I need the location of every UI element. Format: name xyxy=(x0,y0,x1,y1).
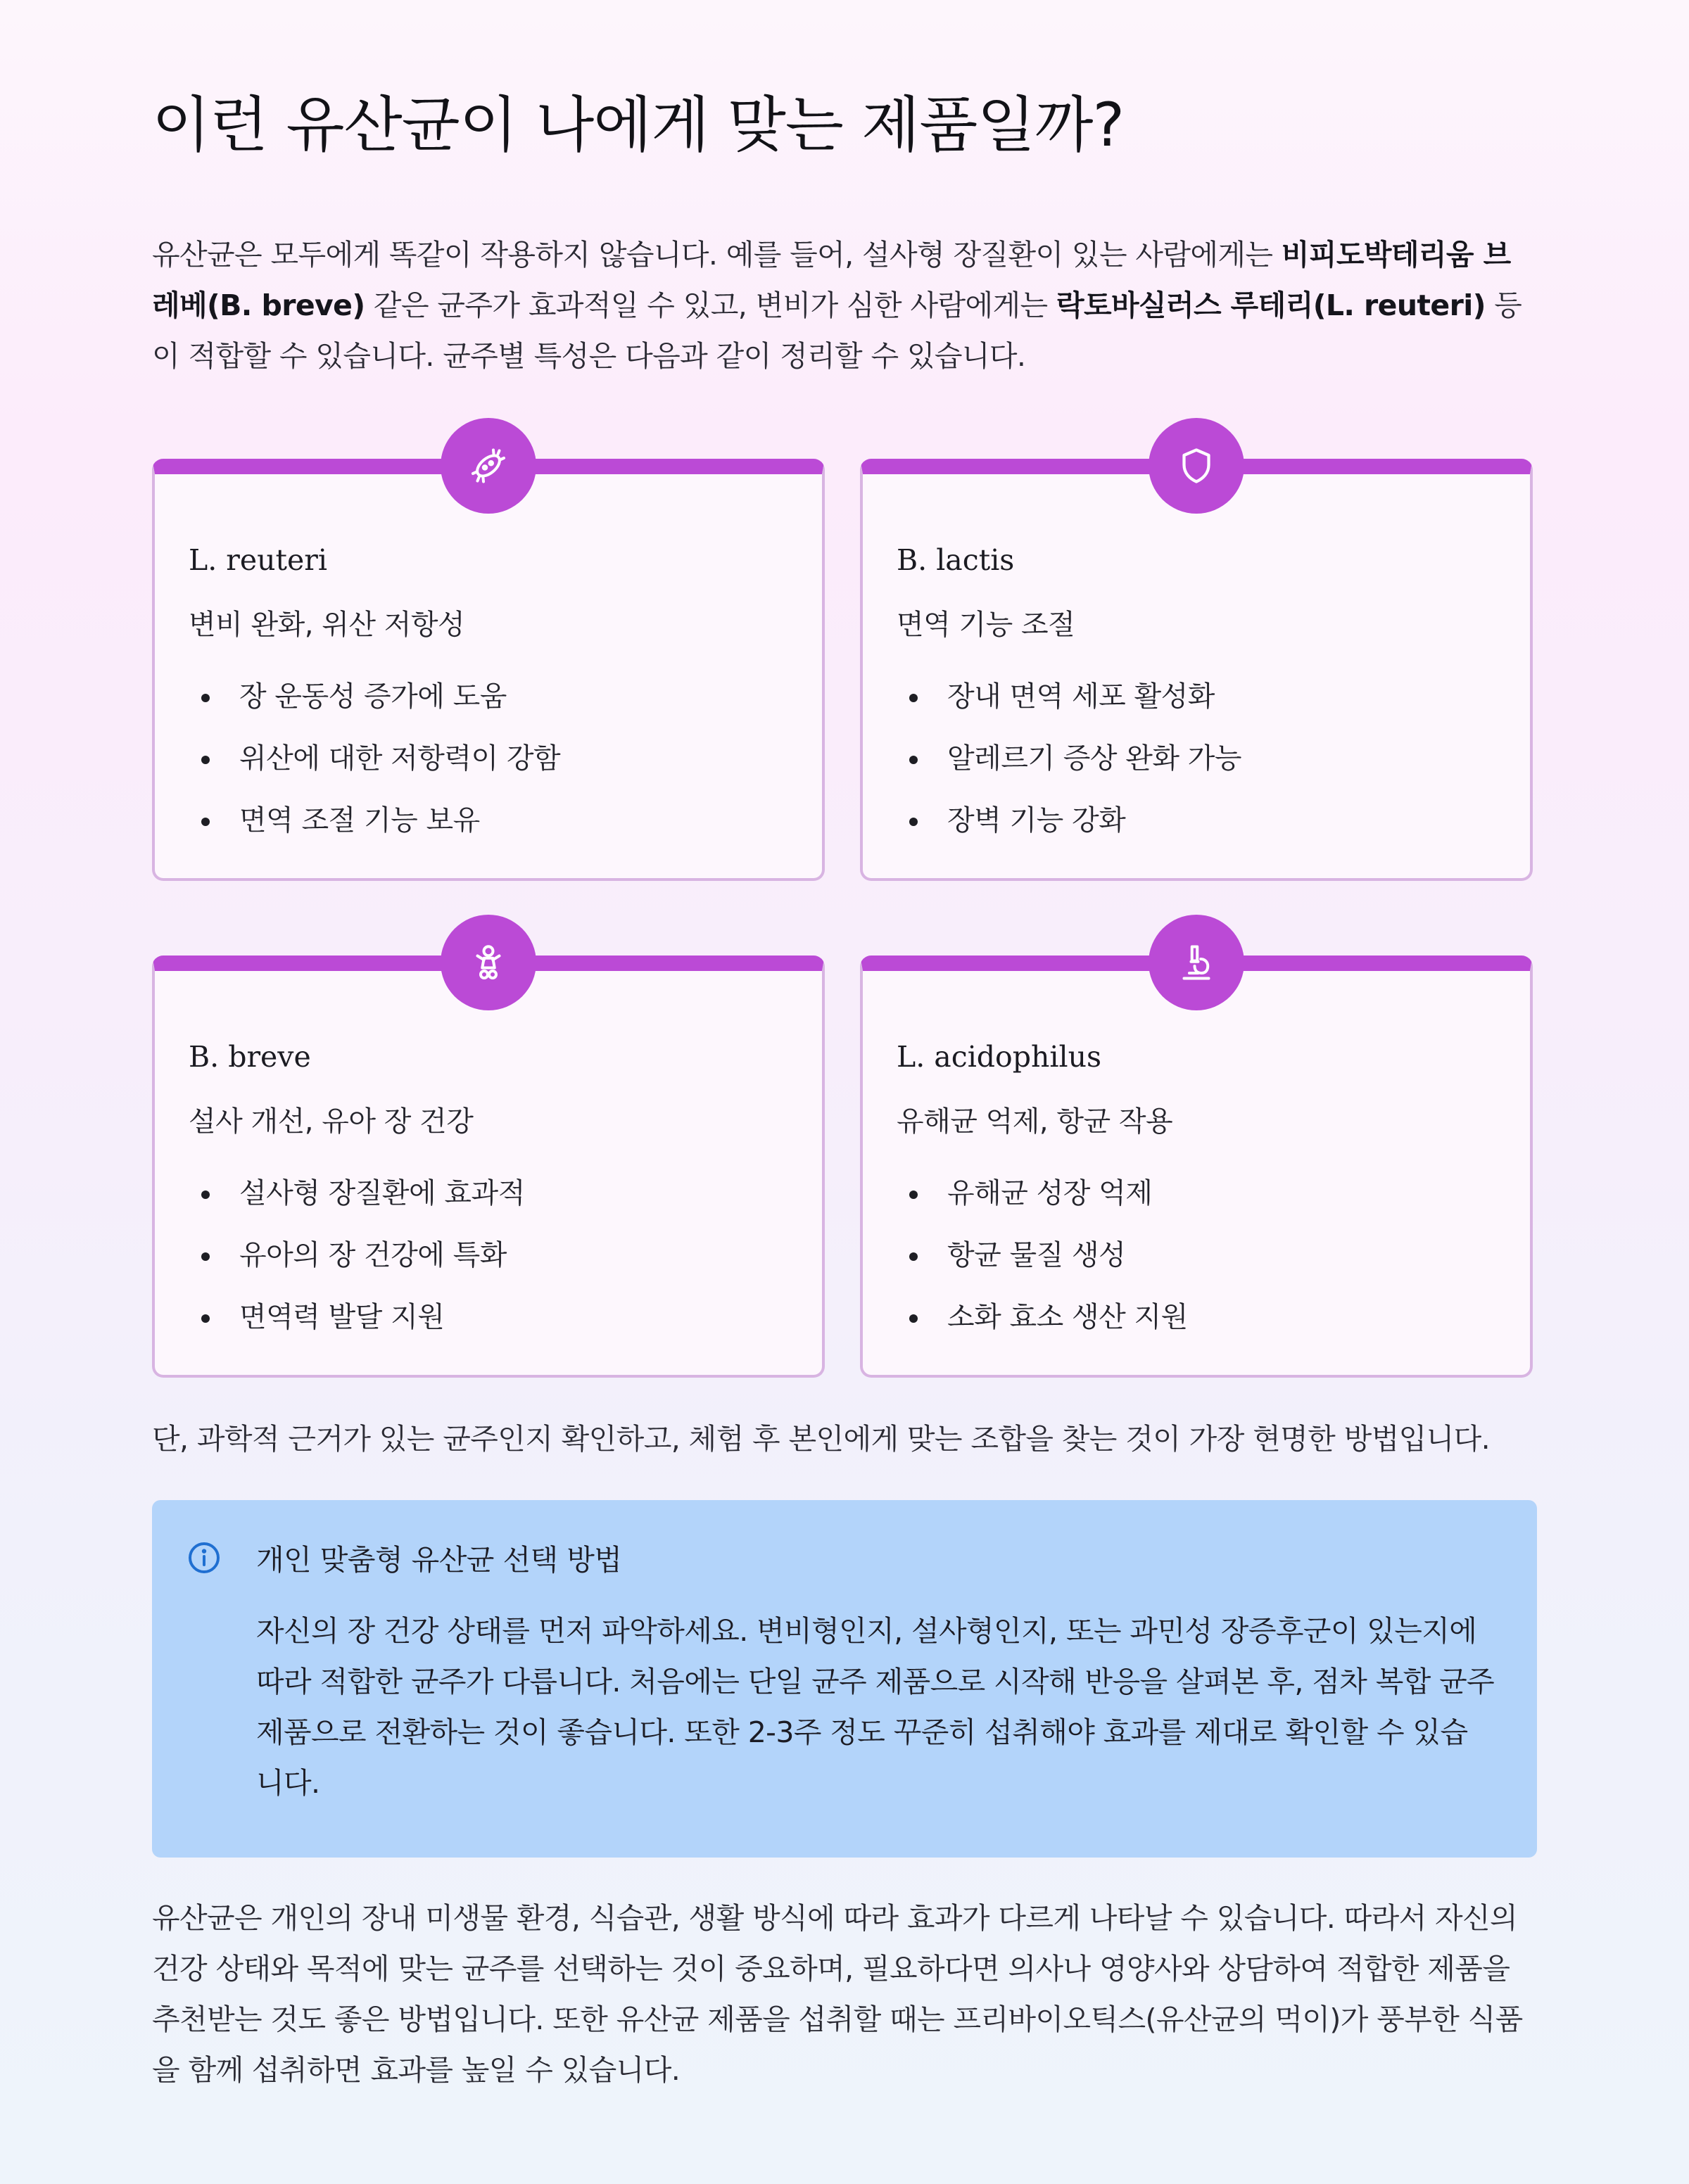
card-subtitle: 면역 기능 조절 xyxy=(897,609,1075,641)
strain-card-breve xyxy=(152,956,825,1378)
intro-text-2: 같은 균주가 효과적일 수 있고, 변비가 심한 사람에게는 xyxy=(365,288,1056,322)
card-benefit-list xyxy=(897,1162,1188,1348)
strain-card-reuteri xyxy=(152,459,825,881)
info-callout xyxy=(152,1500,1537,1858)
list-item: 유해균 성장 억제 xyxy=(897,1162,1188,1224)
intro-bold-breve: 비피도박테리움 브레베(B. breve) xyxy=(152,238,1511,322)
card-title: L. reuteri xyxy=(189,543,328,577)
intro-bold-reuteri: 락토바실러스 루테리(L. reuteri) xyxy=(1056,288,1486,322)
shield-icon xyxy=(1149,418,1244,514)
bacteria-icon xyxy=(441,418,536,514)
info-title: 개인 맞춤형 유산균 선택 방법 xyxy=(256,1543,622,1577)
list-item: 장 운동성 증가에 도움 xyxy=(189,666,560,728)
card-subtitle: 변비 완화, 위산 저항성 xyxy=(189,609,465,641)
card-subtitle: 유해균 억제, 항균 작용 xyxy=(897,1105,1173,1138)
info-icon xyxy=(187,1541,221,1575)
card-subtitle: 설사 개선, 유아 장 건강 xyxy=(189,1105,474,1138)
note-paragraph: 단, 과학적 근거가 있는 균주인지 확인하고, 체험 후 본인에게 맞는 조합을 찾는 것이 가장 현명한 방법입니다. xyxy=(152,1422,1491,1456)
list-item: 면역 조절 기능 보유 xyxy=(189,789,560,851)
list-item: 위산에 대한 저항력이 강함 xyxy=(189,728,560,789)
card-benefit-list xyxy=(189,1162,525,1348)
page-title: 이런 유산균이 나에게 맞는 제품일까? xyxy=(152,90,1125,160)
list-item: 장내 면역 세포 활성화 xyxy=(897,666,1241,728)
intro-text-3: 등이 적합할 수 있습니다. 균주별 특성은 다음과 같이 정리할 수 있습니다. xyxy=(152,288,1522,373)
list-item: 설사형 장질환에 효과적 xyxy=(189,1162,525,1224)
intro-paragraph xyxy=(152,229,1537,381)
list-item: 면역력 발달 지원 xyxy=(189,1286,525,1348)
info-body: 자신의 장 건강 상태를 먼저 파악하세요. 변비형인지, 설사형인지, 또는 과민성 장증후군이 있는지에 따라 적합한 균주가 다릅니다. 처음에는 단일 균주 제품으로 시작해 반응을 살펴본 후, 점차 복합 균주 제품으로 전환하는 것이 좋습니다. 또한 2-3주 정도 꾸준히 섭취해야 효과를 제대로 확인할 수 있습니다. xyxy=(256,1614,1495,1800)
card-benefit-list xyxy=(189,666,560,851)
microscope-icon xyxy=(1149,915,1244,1010)
outro-paragraph: 유산균은 개인의 장내 미생물 환경, 식습관, 생활 방식에 따라 효과가 다르게 나타날 수 있습니다. 따라서 자신의 건강 상태와 목적에 맞는 균주를 선택하는 것이 중요하며, 필요하다면 의사나 영양사와 상담하여 적합한 제품을 추천받는 것도 좋은 방법입니다. 또한 유산균 제품을 섭취할 때는 프리바이오틱스(유산균의 먹이)가 풍부한 식품을 함께 섭취하면 효과를 높일 수 있습니다. xyxy=(152,1901,1523,2087)
list-item: 소화 효소 생산 지원 xyxy=(897,1286,1188,1348)
list-item: 유아의 장 건강에 특화 xyxy=(189,1224,525,1286)
baby-icon xyxy=(441,915,536,1010)
strain-card-acidophilus xyxy=(860,956,1533,1378)
strain-card-lactis xyxy=(860,459,1533,881)
card-title: L. acidophilus xyxy=(897,1040,1102,1074)
card-benefit-list xyxy=(897,666,1241,851)
list-item: 장벽 기능 강화 xyxy=(897,789,1241,851)
list-item: 알레르기 증상 완화 가능 xyxy=(897,728,1241,789)
intro-text-1: 유산균은 모두에게 똑같이 작용하지 않습니다. 예를 들어, 설사형 장질환이 있는 사람에게는 xyxy=(152,238,1282,272)
card-title: B. breve xyxy=(189,1040,311,1074)
card-title: B. lactis xyxy=(897,543,1015,577)
list-item: 항균 물질 생성 xyxy=(897,1224,1188,1286)
